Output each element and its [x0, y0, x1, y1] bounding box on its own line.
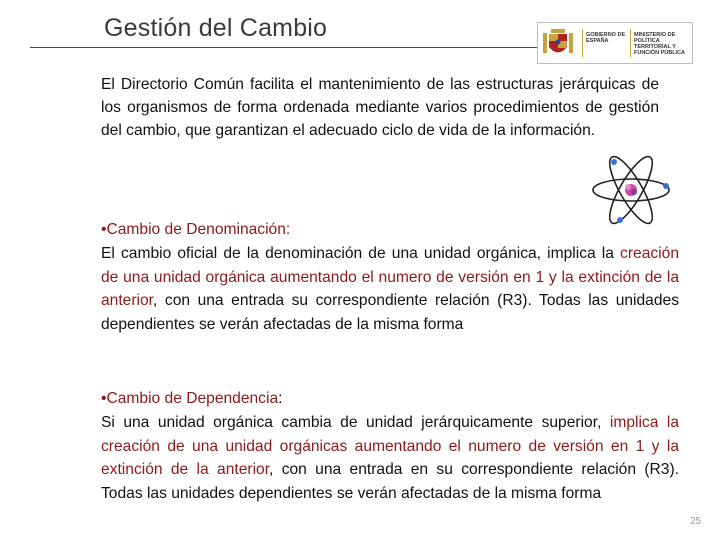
logo-text-government: GOBIERNO DE ESPAÑA	[586, 32, 626, 44]
section-heading	[101, 218, 679, 242]
highlighted-text: implica la creación de una unidad orgánicas aumentando el numero de versión en 1 y la extinción de la anterior	[101, 413, 679, 479]
body-text: , con una entrada su correspondiente relación (R3). Todas las unidades dependientes se verán afectadas de la misma forma	[101, 292, 679, 334]
bullet: •	[101, 390, 107, 407]
logo-divider	[630, 29, 631, 57]
government-logo	[537, 22, 693, 64]
section-heading	[101, 387, 679, 411]
section-body	[101, 411, 679, 506]
logo-divider	[582, 29, 583, 57]
slide-number: 25	[690, 516, 702, 527]
highlighted-text: creación de una unidad orgánica aumentando el numero de versión en 1 y la extinción de la anterior	[101, 244, 679, 310]
heading-colon: :	[278, 390, 283, 407]
slide-title: Gestión del Cambio	[104, 14, 328, 42]
bullet: •	[101, 221, 107, 238]
logo-text-ministry: MINISTERIO DE POLÍTICA TERRITORIAL Y FUNCIÓN PÚBLICA	[634, 32, 686, 56]
section-body	[101, 242, 679, 337]
body-text: Si una unidad orgánica cambia de unidad jerárquicamente superior,	[101, 413, 610, 431]
title-divider	[30, 47, 538, 48]
atom-icon	[590, 152, 672, 228]
section-dependency-change	[101, 387, 679, 506]
coat-of-arms-icon	[542, 27, 574, 59]
body-text: El cambio oficial de la denominación de una unidad orgánica, implica la	[101, 244, 621, 262]
intro-paragraph: El Directorio Común facilita el mantenimiento de las estructuras jerárquicas de los organismos de forma ordenada mediante varios procedimientos de gestión del cambio, que garantizan el adecuado ciclo de vida de la información.	[101, 76, 659, 139]
body-text: , con una entrada en su correspondiente relación (R3). Todas las unidades dependientes se verán afectadas de la misma forma	[101, 461, 679, 503]
section-title: Cambio de Dependencia	[106, 390, 279, 407]
section-name-change	[101, 218, 679, 337]
section-title: Cambio de Denominación:	[106, 221, 291, 238]
